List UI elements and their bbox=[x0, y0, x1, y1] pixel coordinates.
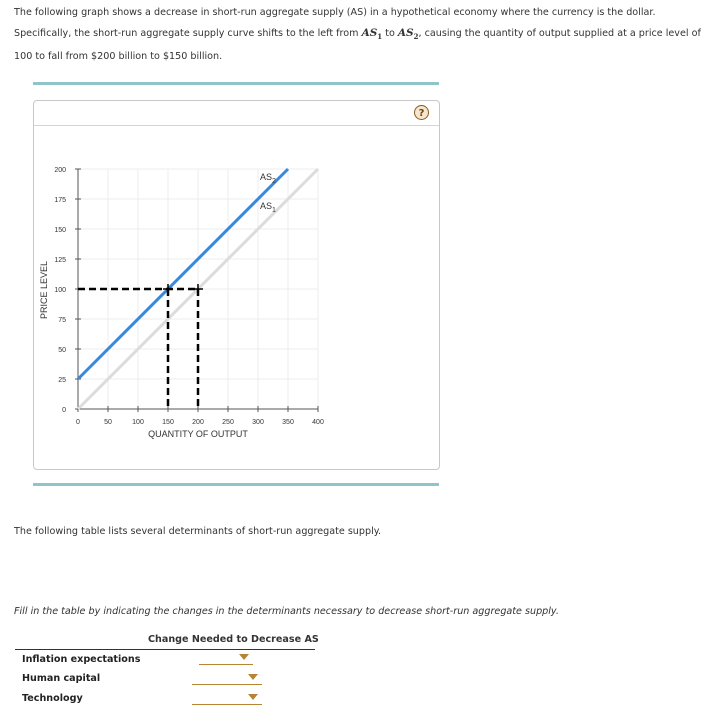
svg-text:125: 125 bbox=[54, 257, 66, 264]
svg-text:150: 150 bbox=[162, 419, 174, 426]
table-intro-text: The following table lists several determinants of short-run aggregate supply. bbox=[14, 526, 382, 537]
as2-curve bbox=[78, 169, 288, 379]
row-label-human-capital: Human capital bbox=[22, 673, 101, 684]
svg-text:150: 150 bbox=[54, 227, 66, 234]
svg-text:100: 100 bbox=[54, 287, 66, 294]
dropdown-technology[interactable] bbox=[192, 692, 262, 705]
svg-text:200: 200 bbox=[54, 167, 66, 174]
instructions-text: Fill in the table by indicating the changes in the determinants necessary to decrease short-run aggregate supply. bbox=[14, 606, 559, 617]
svg-text:250: 250 bbox=[222, 419, 234, 426]
y-axis-label: PRICE LEVEL bbox=[39, 260, 49, 320]
svg-text:50: 50 bbox=[58, 347, 66, 354]
as2-symbol: $AS_2$ bbox=[397, 27, 419, 42]
x-tick-labels bbox=[76, 419, 324, 426]
dropdown-arrow-icon bbox=[248, 674, 258, 680]
svg-text:350: 350 bbox=[282, 419, 294, 426]
svg-text:75: 75 bbox=[58, 317, 66, 324]
header-divider bbox=[15, 649, 315, 650]
svg-text:50: 50 bbox=[104, 419, 112, 426]
intro-part2: , causing the quantity of output supplied at a price level of 100 to fall from $200 billion to $150 billion. bbox=[14, 28, 701, 63]
row-label-technology: Technology bbox=[22, 693, 83, 704]
svg-text:400: 400 bbox=[312, 419, 324, 426]
as2-label: $AS_2$ bbox=[260, 172, 276, 185]
x-axis-label: QUANTITY OF OUTPUT bbox=[148, 429, 248, 439]
svg-text:100: 100 bbox=[132, 419, 144, 426]
dropdown-human-capital[interactable] bbox=[192, 672, 262, 685]
dropdown-arrow-icon bbox=[248, 694, 258, 700]
y-tick-labels bbox=[54, 167, 66, 414]
column-header: Change Needed to Decrease AS bbox=[148, 634, 319, 645]
svg-text:0: 0 bbox=[62, 407, 66, 414]
svg-text:300: 300 bbox=[252, 419, 264, 426]
svg-text:0: 0 bbox=[76, 419, 80, 426]
row-label-inflation-expectations: Inflation expectations bbox=[22, 654, 141, 665]
intro-to: to bbox=[382, 28, 398, 39]
svg-text:25: 25 bbox=[58, 377, 66, 384]
dropdown-arrow-icon bbox=[239, 654, 249, 660]
svg-text:175: 175 bbox=[54, 197, 66, 204]
as1-symbol: $AS_1$ bbox=[361, 27, 383, 42]
dropdown-inflation-expectations[interactable] bbox=[199, 652, 253, 665]
help-button[interactable]: ? bbox=[414, 105, 429, 120]
bottom-divider bbox=[33, 483, 439, 486]
as1-label: $AS_1$ bbox=[260, 201, 276, 214]
intro-part1: The following graph shows a decrease in short-run aggregate supply (AS) in a hypothetical economy where the currency is the dollar. Specifically, the short-run aggregate supply curve shifts to the left from bbox=[14, 7, 656, 39]
svg-text:200: 200 bbox=[192, 419, 204, 426]
